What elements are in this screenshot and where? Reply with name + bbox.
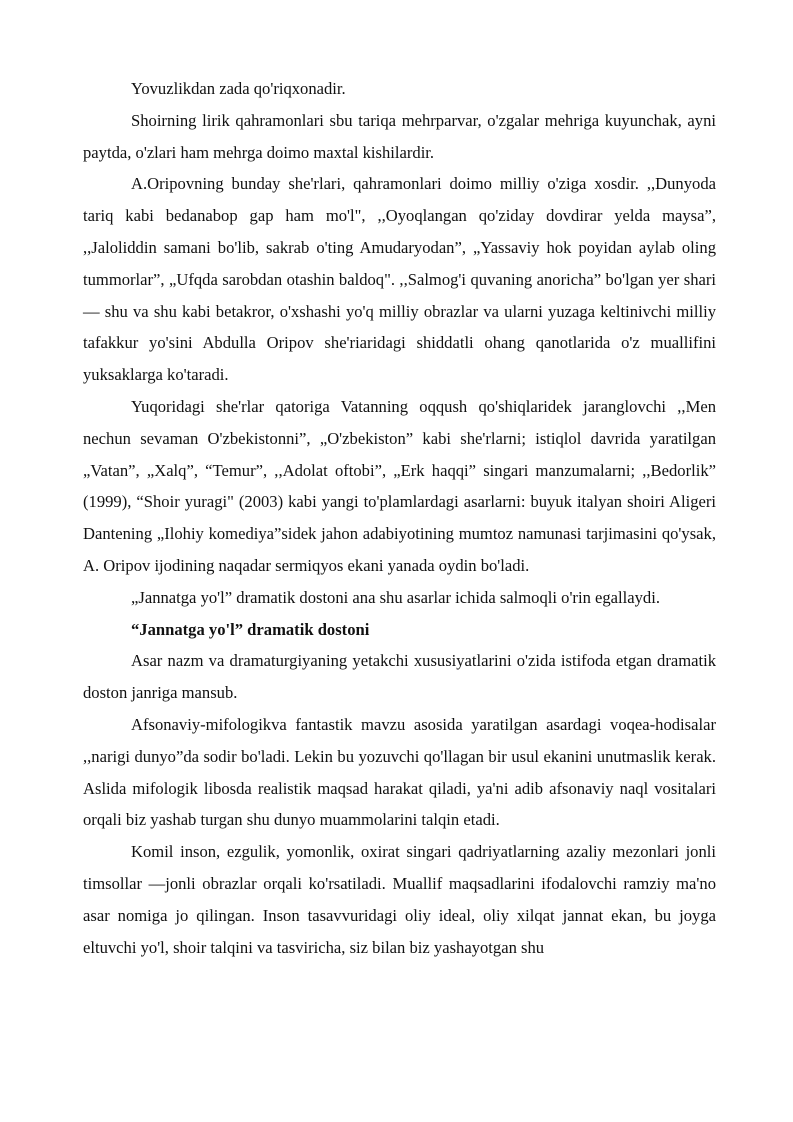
paragraph-7: Asar nazm va dramaturgiyaning yetakchi xususiyatlarini o'zida istifoda etgan dramatik doston janriga mansub. (83, 651, 716, 703)
paragraph-1: Yovuzlikdan zada qo'riqxonadir. (131, 79, 346, 98)
document-page (83, 73, 716, 963)
paragraph-2: Shoirning lirik qahramonlari sbu tariqa mehrparvar, o'zgalar mehriga kuyunchak, ayni paytda, o'zlari ham mehrga doimo maxtal kishilardir. (83, 110, 716, 162)
section-heading: “Jannatga yo'l” dramatik dostoni (131, 619, 370, 639)
paragraph-4: Yuqoridagi she'rlar qatoriga Vatanning oqqush qo'shiqlaridek jaranglovchi ,,Men nechun sevaman O'zbekistonni”, „O'zbekiston” kabi she'rlarni; istiqlol davrida yaratilgan „Vatan”, „Xalq”, “Temur”, ,,Adolat oftobi”, „Erk haqqi” singari manzumalarni; ,,Bedorlik” (1999), “Shoir yuragi" (2003) kabi yangi to'plamlardagi asarlarni: buyuk italyan shoiri Aligeri Dantening „Ilohiy komediya”sidek jahon adabiyotining mumtoz namunasi tarjimasini qo'ysak, A. Oripov ijodining naqadar sermiqyos ekani yanada oydin bo'ladi. (83, 396, 716, 575)
paragraph-9: Komil inson, ezgulik, yomonlik, oxirat singari qadriyatlarning azaliy mezonlari jonli timsollar —jonli obrazlar orqali ko'rsatiladi. Muallif maqsadlarini ifodalovchi ramziy ma'no asar nomiga jo qilingan. Inson tasavvuridagi oliy ideal, oliy xilqat jannat ekan, bu joyga eltuvchi yo'l, shoir talqini va tasviricha, siz bilan biz yashayotgan shu (83, 842, 716, 957)
paragraph-3: A.Oripovning bunday she'rlari, qahramonlari doimo milliy o'ziga xosdir. ,,Dunyoda tariq kabi bedanabop gap ham mo'l", ,,Oyoqlangan qo'ziday dovdirar yelda maysa”, ,,Jaloliddin samani bo'lib, sakrab o'ting Amudaryodan”, „Yassaviy hok poyidan aylab oling tummorlar”, „Ufqda sarobdan otashin baldoq". ,,Salmog'i quvaning anoricha” bo'lgan yer shari — shu va shu kabi betakror, o'xshashi yo'q milliy obrazlar va ularni yuzaga keltinivchi milliy tafakkur yo'sini Abdulla Oripov she'riaridagi shiddatli ohang qanotlarida o'z muallifini yuksaklarga ko'taradi. (83, 174, 716, 385)
paragraph-5: „Jannatga yo'l” dramatik dostoni ana shu asarlar ichida salmoqli o'rin egallaydi. (131, 587, 660, 607)
paragraph-8: Afsonaviy-mifologikva fantastik mavzu asosida yaratilgan asardagi voqea-hodisalar ,,narigi dunyo”da sodir bo'ladi. Lekin bu yozuvchi qo'llagan bir usul ekanini unutmaslik kerak. Aslida mifologik libosda realistik maqsad harakat qiladi, ya'ni adib afsonaviy naql vositalari orqali biz yashab turgan shu dunyo muammolarini talqin etadi. (83, 714, 716, 830)
